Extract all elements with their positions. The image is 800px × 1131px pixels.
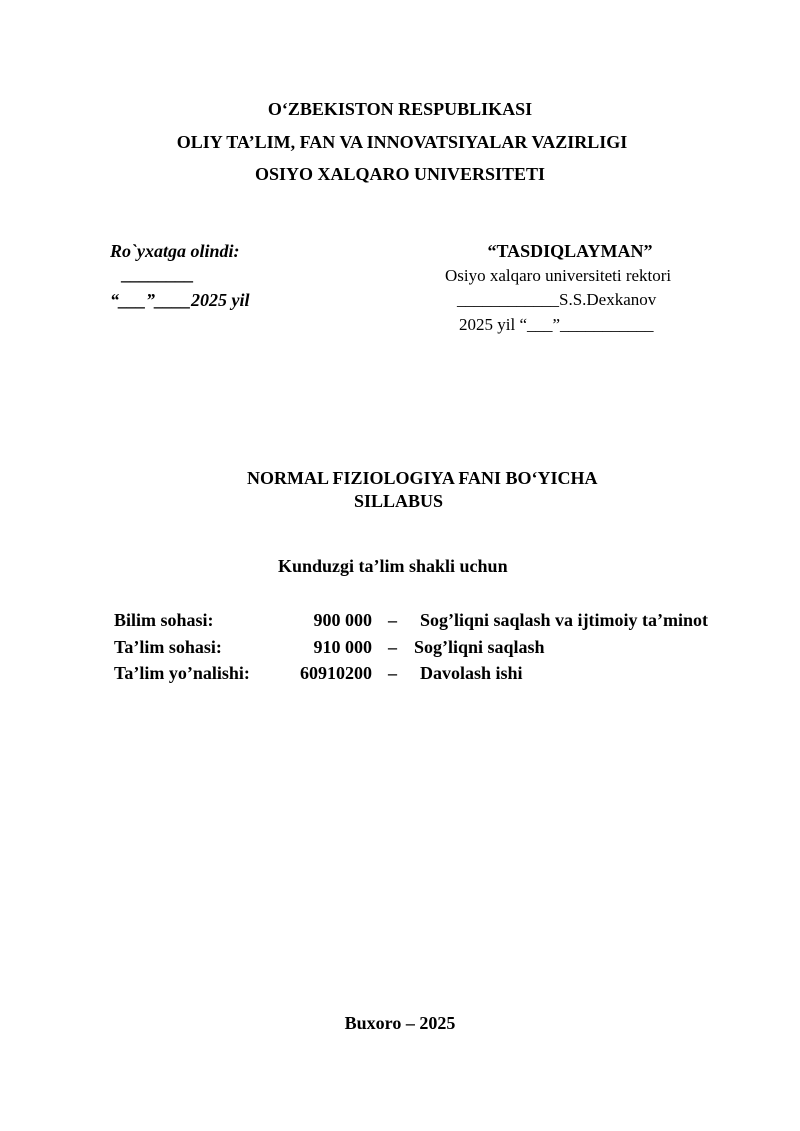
field-dash-bilim-sohasi: – bbox=[388, 610, 397, 630]
date-quote-open: “ bbox=[110, 290, 119, 310]
field-value-bilim-sohasi: Sog’liqni saqlash va ijtimoiy ta’minot bbox=[420, 610, 709, 630]
field-dash-talim-sohasi: – bbox=[388, 637, 397, 657]
field-label-bilim-sohasi: Bilim sohasi: bbox=[114, 610, 214, 630]
field-code-talim-sohasi: 910 000 bbox=[313, 637, 372, 657]
registration-label: Ro`yxatga olindi: bbox=[110, 241, 240, 261]
registration-number-blank: ________ bbox=[121, 264, 193, 284]
field-dash-talim-yonalishi: – bbox=[388, 663, 397, 683]
date-quote-close: ” bbox=[146, 290, 155, 310]
field-label-talim-yonalishi: Ta’lim yo’nalishi: bbox=[114, 663, 250, 683]
document-title-line1: NORMAL FIZIOLOGIYA FANI BO‘YICHA bbox=[247, 468, 598, 488]
field-code-bilim-sohasi: 900 000 bbox=[313, 610, 372, 630]
document-title-line2: SILLABUS bbox=[354, 491, 444, 511]
field-code-talim-yonalishi: 60910200 bbox=[300, 663, 372, 683]
date-month-blank: ____ bbox=[155, 290, 191, 310]
ministry-name-line: OLIY TA’LIM, FAN VA INNOVATSIYALAR VAZIRLIGI bbox=[176, 132, 628, 152]
field-value-talim-sohasi: Sog’liqni saqlash bbox=[414, 637, 545, 657]
place-year-footer: Buxoro – 2025 bbox=[344, 1013, 456, 1033]
field-value-talim-yonalishi: Davolash ishi bbox=[420, 663, 523, 683]
field-label-talim-sohasi: Ta’lim sohasi: bbox=[114, 637, 222, 657]
ministry-republic-line: O‘ZBEKISTON RESPUBLIKASI bbox=[267, 99, 533, 119]
registration-date bbox=[110, 290, 250, 311]
approval-position: Osiyo xalqaro universiteti rektori bbox=[445, 266, 672, 285]
approval-title: “TASDIQLAYMAN” bbox=[487, 241, 653, 261]
university-name-line: OSIYO XALQARO UNIVERSITETI bbox=[254, 164, 546, 184]
approval-date-line: 2025 yil “___”___________ bbox=[459, 315, 654, 334]
study-form-line: Kunduzgi ta’lim shakli uchun bbox=[278, 556, 508, 576]
date-year: 2025 yil bbox=[191, 290, 250, 310]
date-day-blank: ___ bbox=[119, 290, 146, 310]
approval-signature-line: ____________S.S.Dexkanov bbox=[457, 290, 657, 309]
